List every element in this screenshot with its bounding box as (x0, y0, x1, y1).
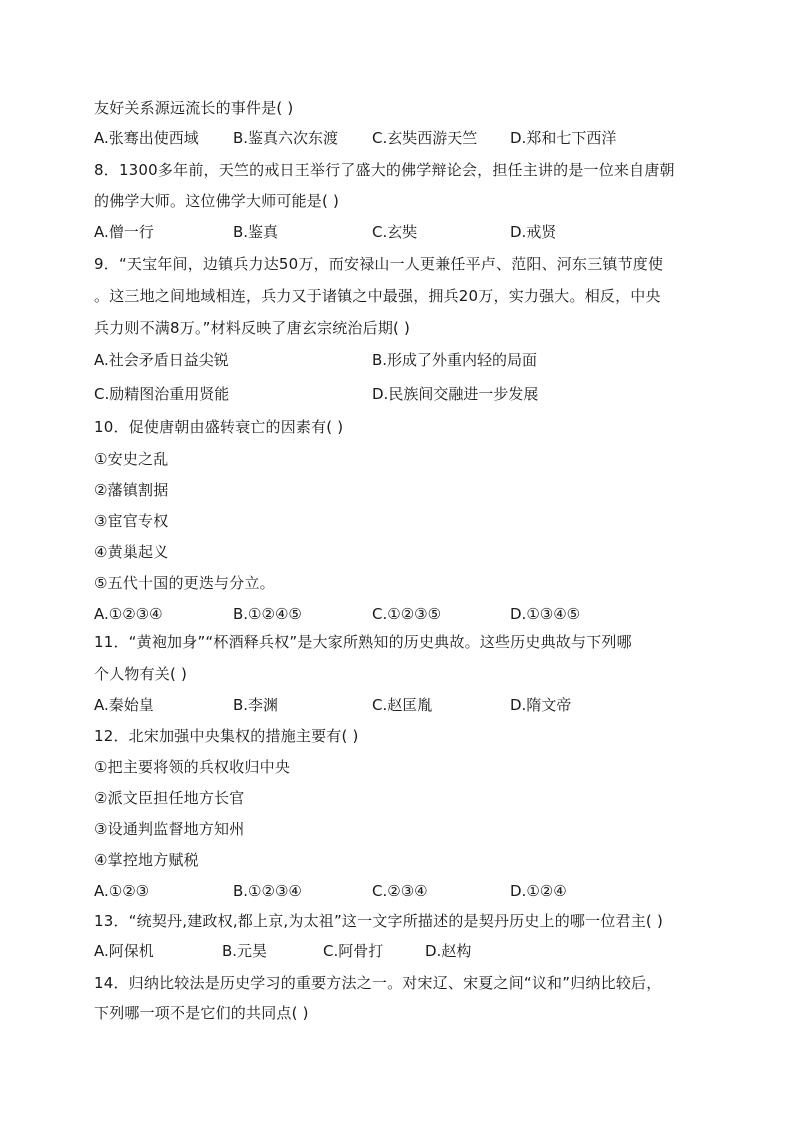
q13-option-a[interactable]: A.阿保机 (94, 942, 154, 960)
q8-option-c[interactable]: C.玄奘 (372, 223, 418, 241)
q11-option-a[interactable]: A.秦始皇 (94, 696, 154, 714)
q10-item-5: ⑤五代十国的更迭与分立。 (94, 574, 275, 592)
q12-item-2: ②派文臣担任地方长官 (94, 789, 245, 807)
q11-option-c[interactable]: C.赵匡胤 (372, 696, 433, 714)
q11-option-d[interactable]: D.隋文帝 (510, 696, 572, 714)
q10-stem: 10．促使唐朝由盛转衰亡的因素有( ) (94, 418, 344, 436)
q10-option-c[interactable]: C.①②③⑤ (372, 605, 442, 623)
q9-option-b[interactable]: B.形成了外重内轻的局面 (372, 351, 538, 369)
q10-item-1: ①安史之乱 (94, 450, 169, 468)
q13-option-d[interactable]: D.赵构 (425, 942, 472, 960)
q8-option-a[interactable]: A.僧一行 (94, 223, 154, 241)
q12-stem: 12．北宋加强中央集权的措施主要有( ) (94, 727, 359, 745)
q8-stem-line2: 的佛学大师。这位佛学大师可能是( ) (94, 192, 340, 210)
q12-option-c[interactable]: C.②③④ (372, 882, 428, 900)
q10-option-d[interactable]: D.①③④⑤ (510, 605, 581, 623)
q12-item-3: ③设通判监督地方知州 (94, 820, 245, 838)
q10-item-2: ②藩镇割据 (94, 481, 169, 499)
q7-stem-tail: 友好关系源远流长的事件是( ) (94, 99, 294, 117)
q8-stem-line1: 8．1300多年前，天竺的戒日王举行了盛大的佛学辩论会，担任主讲的是一位来自唐朝 (94, 161, 675, 179)
q13-option-c[interactable]: C.阿骨打 (323, 942, 384, 960)
q9-stem-line2: 。这三地之间地域相连，兵力又于诸镇之中最强，拥兵20万，实力强大。相反，中央 (94, 287, 661, 305)
q8-option-d[interactable]: D.戒贤 (510, 223, 557, 241)
q9-stem-line3: 兵力则不满8万。”材料反映了唐玄宗统治后期( ) (94, 319, 411, 337)
q12-item-4: ④掌控地方赋税 (94, 851, 199, 869)
q11-stem-line1: 11．“黄袍加身”“杯酒释兵权”是大家所熟知的历史典故。这些历史典故与下列哪 (94, 633, 632, 651)
q10-item-4: ④黄巢起义 (94, 543, 169, 561)
q9-option-a[interactable]: A.社会矛盾日益尖锐 (94, 351, 229, 369)
q13-option-b[interactable]: B.元昊 (222, 942, 268, 960)
q7-option-a[interactable]: A.张骞出使西域 (94, 129, 199, 147)
q9-option-c[interactable]: C.励精图治重用贤能 (94, 385, 230, 403)
q10-option-a[interactable]: A.①②③④ (94, 605, 163, 623)
q7-option-b[interactable]: B.鉴真六次东渡 (233, 129, 339, 147)
q14-stem-line2: 下列哪一项不是它们的共同点( ) (94, 1004, 309, 1022)
q12-option-d[interactable]: D.①②④ (510, 882, 567, 900)
q14-stem-line1: 14．归纳比较法是历史学习的重要方法之一。对宋辽、宋夏之间“议和”归纳比较后， (94, 974, 662, 992)
q13-stem: 13．“统契丹,建政权,都上京,为太祖”这一文字所描述的是契丹历史上的哪一位君主( ) (94, 912, 664, 930)
q10-item-3: ③宦官专权 (94, 512, 169, 530)
q12-option-b[interactable]: B.①②③④ (233, 882, 302, 900)
q12-item-1: ①把主要将领的兵权收归中央 (94, 758, 291, 776)
q11-stem-line2: 个人物有关( ) (94, 665, 188, 683)
q8-option-b[interactable]: B.鉴真 (233, 223, 279, 241)
q12-option-a[interactable]: A.①②③ (94, 882, 150, 900)
q7-option-d[interactable]: D.郑和七下西洋 (510, 129, 617, 147)
q9-option-d[interactable]: D.民族间交融进一步发展 (372, 385, 539, 403)
q7-option-c[interactable]: C.玄奘西游天竺 (372, 129, 478, 147)
q9-stem-line1: 9．“天宝年间，边镇兵力达50万，而安禄山一人更兼任平卢、范阳、河东三镇节度使 (94, 255, 664, 273)
q11-option-b[interactable]: B.李渊 (233, 696, 279, 714)
q10-option-b[interactable]: B.①②④⑤ (233, 605, 302, 623)
